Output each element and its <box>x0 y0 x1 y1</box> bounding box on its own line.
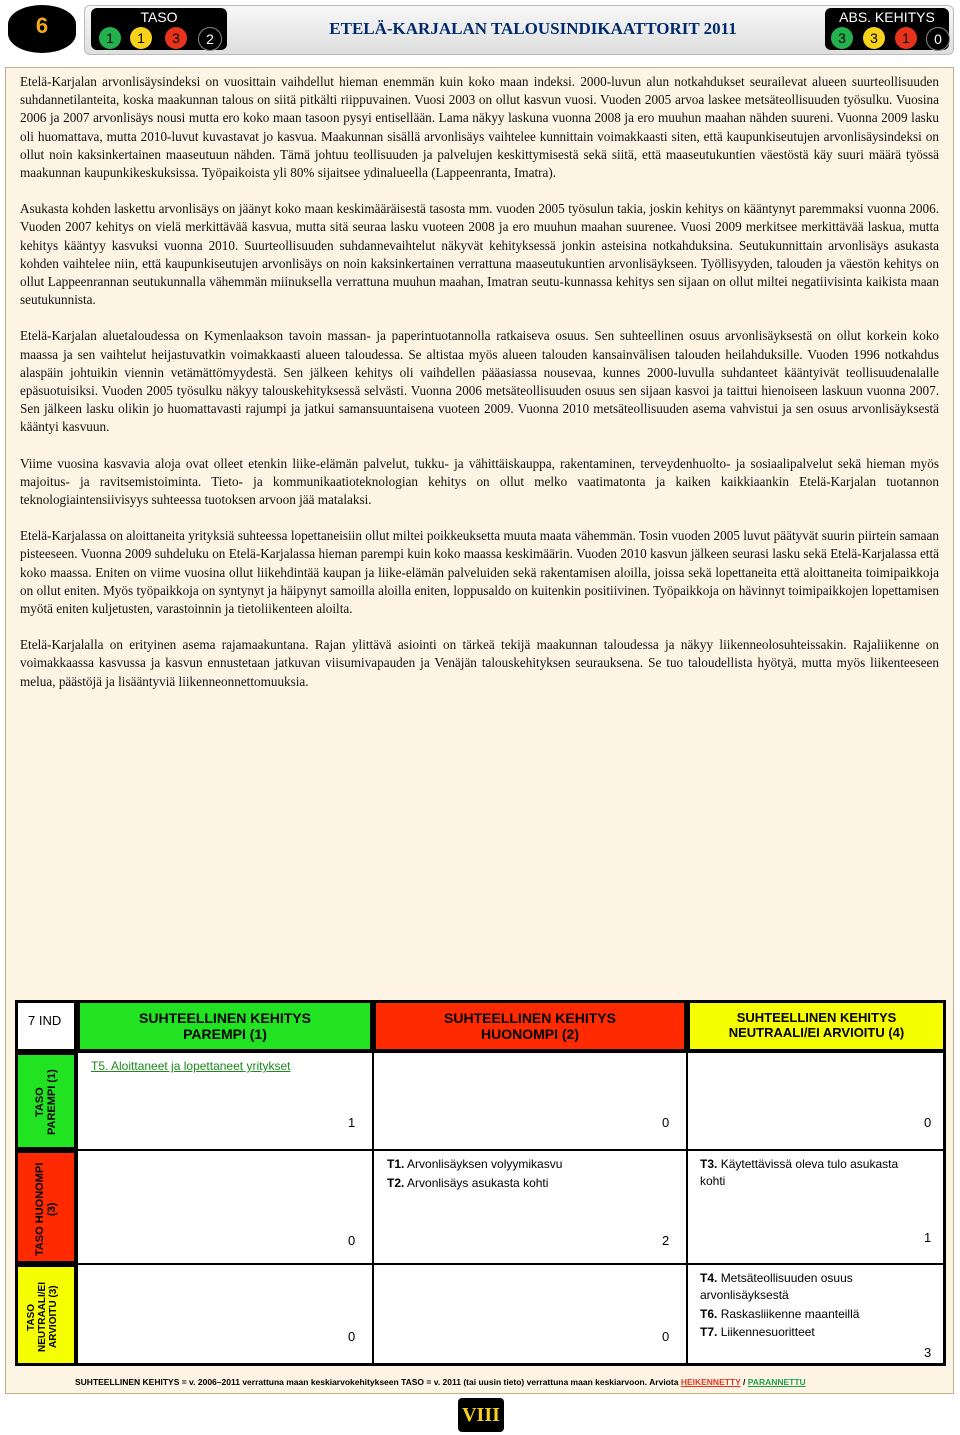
matrix-cell-3-3 <box>687 1264 946 1366</box>
row-header-neutral <box>15 1264 77 1366</box>
matrix-cell-1-2 <box>373 1052 687 1150</box>
indicator-label: Käytettävissä oleva tulo asukasta kohti <box>700 1157 899 1188</box>
indicator-item <box>387 1175 548 1192</box>
col-header-neutral <box>687 1000 946 1052</box>
matrix-corner-label: 7 IND <box>28 1013 62 1028</box>
legend-worse-link[interactable]: HEIKENNETTY <box>680 1377 741 1387</box>
row-header-better <box>15 1052 77 1150</box>
taso-value-2: 1 <box>130 27 152 49</box>
indicator-label: Raskasliikenne maanteillä <box>720 1307 860 1321</box>
indicator-code: T6. <box>700 1307 718 1321</box>
cell-count: 2 <box>662 1233 670 1248</box>
indicator-code: T4. <box>700 1271 718 1285</box>
body-text <box>20 73 939 709</box>
cell-count: 1 <box>924 1230 932 1245</box>
row-header-neutral-label: TASO NEUTRAALI/EI ARVIOITU (3) <box>26 1282 59 1352</box>
indicator-item <box>700 1270 920 1304</box>
page-title: ETELÄ-KARJALAN TALOUSINDIKAATTORIT 2011 <box>329 19 737 38</box>
col-header-worse <box>373 1000 687 1052</box>
col-header-worse-label: SUHTEELLINEN KEHITYS HUONOMPI (2) <box>444 1010 616 1042</box>
paragraph: Viime vuosina kasvavia aloja ovat olleet etenkin liike-elämän palvelut, tukku- ja vähittäiskauppa, rakentaminen, terveydenhuolto- ja sosiaalipalvelut sekä hieman myös majoitus- ja ravitsemistoiminta. Tieto- ja kommunikaatioteknologian kehitys on ollut melko vaatimatonta ja kaiken kaikkiaankin Etelä-Karjalan tuotannon teknologiaintensiivisyys suhteessa tuotoksen arvoon jää matalaksi. <box>20 455 939 508</box>
paragraph: Etelä-Karjalassa on aloittaneita yrityksiä suhteessa lopettaneisiin ollut miltei poikkeuksetta muuta maata vähemmän. Tosin vuoden 2005 luvut päätyvät suurin piirtein samaan pisteeseen. Vuonna 2009 suhdeluku on Etelä-Karjalassa hieman parempi kuin koko maassa keskimäärin. Vuoden 2010 kasvun jälkeen seurasi lasku sekä Etelä-Karjalassa että koko maassa. Eniten on viime vuosina ollut liikehdintää kaupan ja liike-elämän palveluiden sekä rakentamisen aloilla, joissa sekä lopettaneita että aloittaneita toimipaikkoja on ollut eniten. Myös työpaikkoja on syntynyt ja häipynyt samoilla aloilla eniten, loppusaldo on kuitenkin positiivinen. Työpaikkoja on hävinnyt toimipaikkojen lopettamisen myötä eniten kuljetusten, varastoinnin ja tietoliikenteen aloilta. <box>20 528 939 617</box>
col-header-better-label: SUHTEELLINEN KEHITYS PAREMPI (1) <box>139 1010 311 1042</box>
legend-separator: / <box>743 1377 746 1387</box>
indicator-item <box>700 1156 920 1190</box>
paragraph: Etelä-Karjalan arvonlisäysindeksi on vuosittain vaihdellut hieman enemmän kuin koko maan indeksi. 2000-luvun alun notkahdukset seurailevat alueen suurteollisuuden suhdannetilanteita, koska maakunnan talous on siitä pitkälti riippuvainen. Vuosi 2003 on ollut kasvun vuosi. Vuoden 2005 arvoa laskee metsäteollisuuden työsulku. Vuosina 2006 ja 2007 arvonlisäys nousi mutta ero koko maan tasoon pysyi entisellään. Lama näkyy laskuna vuonna 2008 ja ero muuhun maahan nähden suureni. Vuonna 2009 lasku oli huomattava, mutta 2010-luvut kuvastavat jo kasvua. Maakunnan sisällä arvonlisäys vaihtelee kunnittain voimakkaasti siten, että kaupunkiseutujen arvonlisäysindeksi on ollut noin kaksinkertainen maaseutuun nähden. Tämä johtuu teollisuuden ja palvelujen keskittymisestä sekä siitä, että maaseutukuntien väestöstä käy suuri määrä työssä maakunnan kaupunkikeskuksissa. Työpaikoista yli 80% sijaitsee ydinalueella (Lappeenranta, Imatra). <box>20 74 939 181</box>
indicator-code: T7. <box>700 1325 718 1339</box>
abs-label: ABS. KEHITYS <box>839 9 935 25</box>
matrix-cell-2-1 <box>77 1150 373 1264</box>
abs-value-1: 3 <box>831 27 853 49</box>
cell-count: 0 <box>348 1329 356 1344</box>
indicator-code: T3. <box>700 1157 718 1171</box>
indicator-link[interactable] <box>91 1058 290 1075</box>
indicator-code: T5. <box>91 1059 109 1073</box>
indicator-label: Arvonlisäys asukasta kohti <box>407 1176 549 1190</box>
cell-count: 0 <box>924 1115 932 1130</box>
matrix-corner <box>15 1000 77 1052</box>
row-header-better-label: TASO PAREMPI (1) <box>34 1069 58 1135</box>
indicator-item <box>700 1306 859 1323</box>
indicator-label: Arvonlisäyksen volyymikasvu <box>407 1157 563 1171</box>
row-header-worse-label: TASO HUONOMPI (3) <box>34 1162 58 1256</box>
matrix-cell-3-1 <box>77 1264 373 1366</box>
legend-better-link[interactable]: PARANNETTU <box>747 1377 806 1387</box>
cell-count: 0 <box>348 1233 356 1248</box>
matrix-cell-1-3 <box>687 1052 946 1150</box>
cell-count: 0 <box>662 1115 670 1130</box>
abs-value-4: 0 <box>926 27 950 51</box>
indicator-matrix <box>15 1000 946 1366</box>
indicator-item <box>700 1324 815 1341</box>
taso-value-4: 2 <box>198 27 222 51</box>
abs-value-2: 3 <box>863 27 885 49</box>
indicator-label: Liikennesuoritteet <box>720 1325 815 1339</box>
cell-count: 3 <box>924 1345 932 1360</box>
indicator-code: T1. <box>387 1157 405 1171</box>
col-header-better <box>77 1000 373 1052</box>
indicator-item <box>387 1156 562 1173</box>
matrix-cell-2-3 <box>687 1150 946 1264</box>
header-bar <box>84 5 954 55</box>
page-header <box>8 5 952 53</box>
cell-count: 1 <box>348 1115 356 1130</box>
footnote-text: SUHTEELLINEN KEHITYS = v. 2006–2011 verrattuna maan keskiarvokehitykseen TASO = v. 2011 (tai uusin tieto) verrattuna maan keskiarvoon. Arviota <box>75 1377 679 1387</box>
paragraph: Etelä-Karjalalla on erityinen asema rajamaakuntana. Rajan ylittävä asiointi on tärkeä tekijä maakunnan taloudessa ja näkyy liikenneolosuhteissakin. Rajaliikenne on voimakkaassa kasvussa ja kasvun ennustetaan jatkuvan viisumivapauden ja Venäjän talouskehityksen seurauksena. Se tuo taloudellista hyötyä, mutta myös liikenteeseen melua, päästöjä ja lisääntyviä liikenneonnettomuuksia. <box>20 637 939 689</box>
indicator-label: Aloittaneet ja lopettaneet yritykset <box>111 1059 291 1073</box>
matrix-cell-2-2 <box>373 1150 687 1264</box>
indicator-code: T2. <box>387 1176 405 1190</box>
cell-count: 0 <box>662 1329 670 1344</box>
taso-value-3: 3 <box>165 27 187 49</box>
page-number-badge <box>8 5 76 53</box>
matrix-footnote <box>75 1377 806 1387</box>
indicator-label: Metsäteollisuuden osuus arvonlisäyksestä <box>700 1271 853 1302</box>
taso-label: TASO <box>140 9 178 25</box>
page-number: 6 <box>35 13 49 38</box>
matrix-cell-3-2 <box>373 1264 687 1366</box>
paragraph: Asukasta kohden laskettu arvonlisäys on jäänyt koko maan keskimääräisestä tasosta mm. vuoden 2005 työsulun takia, joskin kehitys on kääntynyt paremmaksi vuonna 2006. Vuoden 2007 kehitys on vielä merkittävää kasvua, mutta sitä seuraa lasku vuoteen 2008 ja ero muuhun maahan suurenee. Vuosi 2009 merkitsee merkittävää laskua, mutta kehitys kääntyy kasvuksi vuonna 2010. Suurteollisuuden suhdannevaihtelut näkyvät kehityksessä jonkin asteisina notkahduksina. Seutukunnittain arvonlisäys asukasta kohden vaihtelee niin, että kaupunkiseutujen arvonlisäys on noin kaksinkertainen verrattuna maaseutukuntien arvonlisäykseen. Työllisyyden, talouden ja väestön kehitys on ollut Lappeenrannan seutukunnalla vähemmän miinuksella verrattuna muuhun maahan, Imatran seutu-kunnassa kehitys sen sijaan on ollut miltei negatiivisinta kaikista maan seutukunnista. <box>20 201 939 308</box>
paragraph: Etelä-Karjalan aluetaloudessa on Kymenlaakson tavoin massan- ja paperintuotannolla ratkaiseva osuus. Sen suhteellinen osuus arvonlisäyksestä on ollut korkein koko maassa ja sen vaihtelut heijastuvatkin voimakkaasti alueen taloudessa. Se altistaa myös alueen talouden kansainvälisen talouden heilahduksille. Vuoden 1996 notkahdus alaspäin johtuikin viennin vetämättömyydestä. Sen jälkeen kehitys oli vaihdellen pääasiassa nousevaa, kunnes 2000-luvulla suhdanteet kääntyivät teollisuudenalalle epäsuotuisiksi. Vuoden 2005 työsulku näkyy talouskehityksessä selvästi. Vuonna 2006 metsäteollisuuden osuus sen sijaan kasvoi ja taittui hienoiseen laskuun vuonna 2007. Sen jälkeen lasku olikin jo huomattavasti rajumpi ja jatkui samansuuntaisena vuoteen 2009. Vuonna 2010 metsäteollisuuden asema vahvistui ja sen osuus arvonlisäyksestä kääntyi kasvuun. <box>20 328 939 435</box>
col-header-neutral-label: SUHTEELLINEN KEHITYS NEUTRAALI/EI ARVIOITU (4) <box>728 1010 905 1040</box>
abs-value-3: 1 <box>895 27 917 49</box>
matrix-cell-1-1 <box>77 1052 373 1150</box>
page-label: VIII <box>458 1398 504 1432</box>
row-header-worse <box>15 1150 77 1264</box>
taso-value-1: 1 <box>99 27 121 49</box>
